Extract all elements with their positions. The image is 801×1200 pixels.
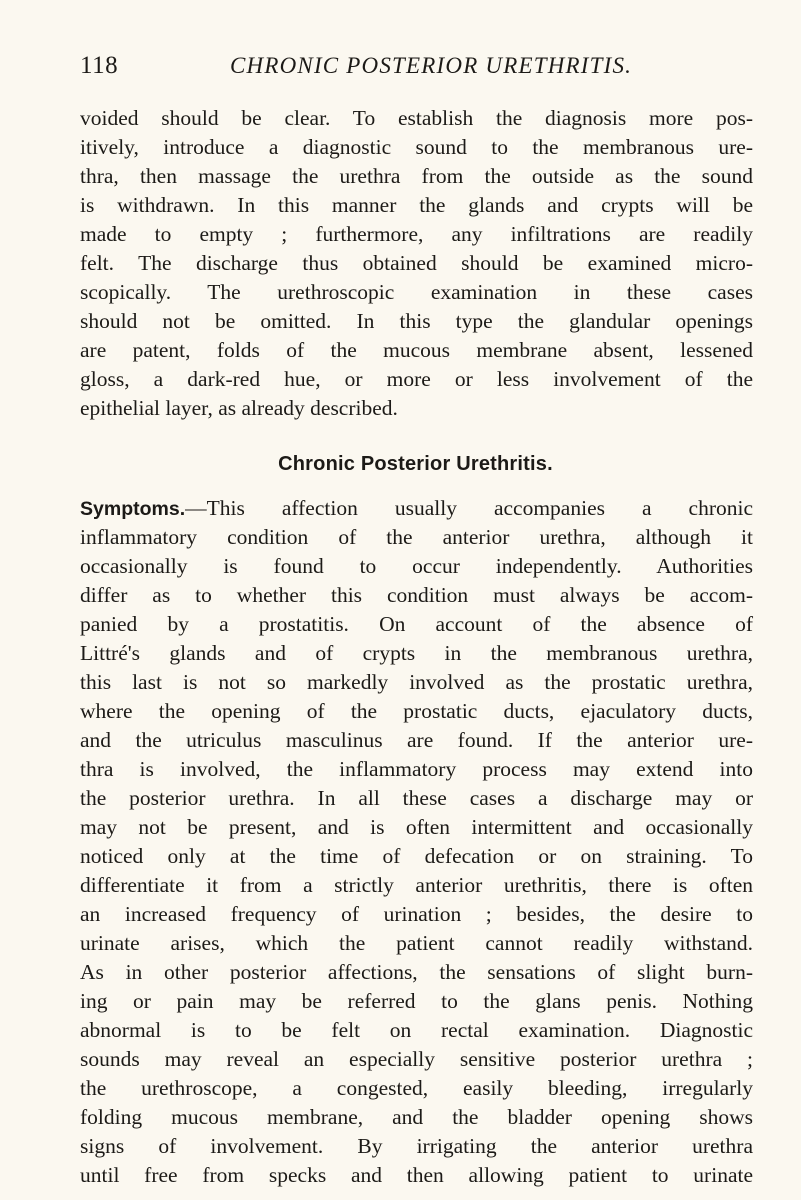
- text-line: is withdrawn. In this manner the glands and crypts will be: [80, 193, 753, 217]
- text-line: epithelial layer, as already described.: [80, 396, 398, 420]
- text-line: occasionally is found to occur independently. Authorities: [80, 554, 753, 578]
- text-line: this last is not so markedly involved as the prostatic urethra,: [80, 670, 753, 694]
- text-line: urinate arises, which the patient cannot readily withstand.: [80, 931, 753, 955]
- text-line: an increased frequency of urination ; besides, the desire to: [80, 902, 753, 926]
- text-line: until free from specks and then allowing patient to urinate: [80, 1163, 753, 1187]
- page-number: 118: [80, 52, 119, 79]
- section-heading: Chronic Posterior Urethritis.: [278, 453, 553, 475]
- running-title: CHRONIC POSTERIOR URETHRITIS.: [230, 53, 633, 78]
- text-line: where the opening of the prostatic ducts, ejaculatory ducts,: [80, 699, 753, 723]
- paragraph-diagnosis: [80, 104, 753, 423]
- text-line: voided should be clear. To establish the diagnosis more pos-: [80, 106, 753, 130]
- text-line: ing or pain may be referred to the glans penis. Nothing: [80, 989, 753, 1013]
- text-line: the posterior urethra. In all these cases a discharge may or: [80, 786, 753, 810]
- text-line: felt. The discharge thus obtained should be examined micro-: [80, 251, 753, 275]
- text-line: abnormal is to be felt on rectal examination. Diagnostic: [80, 1018, 753, 1042]
- text-line: may not be present, and is often intermittent and occasionally: [80, 815, 753, 839]
- running-head: [80, 52, 751, 82]
- text-line: thra is involved, the inflammatory process may extend into: [80, 757, 753, 781]
- text-line: sounds may reveal an especially sensitive posterior urethra ;: [80, 1047, 753, 1071]
- text-line: should not be omitted. In this type the glandular openings: [80, 309, 753, 333]
- text-line: inflammatory condition of the anterior urethra, although it: [80, 525, 753, 549]
- run-in-heading: Symptoms.: [80, 498, 186, 520]
- text-line: panied by a prostatitis. On account of the absence of: [80, 612, 753, 636]
- text-line: are patent, folds of the mucous membrane absent, lessened: [80, 338, 753, 362]
- text-line: noticed only at the time of defecation or on straining. To: [80, 844, 753, 868]
- text-line: thra, then massage the urethra from the outside as the sound: [80, 164, 753, 188]
- text-line: folding mucous membrane, and the bladder opening shows: [80, 1105, 753, 1129]
- text-line: gloss, a dark-red hue, or more or less involvement of the: [80, 367, 753, 391]
- text-line: and the utriculus masculinus are found. If the anterior ure-: [80, 728, 753, 752]
- text-line: signs of involvement. By irrigating the anterior urethra: [80, 1134, 753, 1158]
- text-line: differentiate it from a strictly anterior urethritis, there is often: [80, 873, 753, 897]
- text-line: Littré's glands and of crypts in the membranous urethra,: [80, 641, 753, 665]
- text-line: made to empty ; furthermore, any infiltrations are readily: [80, 222, 753, 246]
- text-line: As in other posterior affections, the sensations of slight burn-: [80, 960, 753, 984]
- first-line-text: —This affection usually accompanies a chronic: [185, 496, 753, 520]
- text-line: itively, introduce a diagnostic sound to the membranous ure-: [80, 135, 753, 159]
- text-line: the urethroscope, a congested, easily bleeding, irregularly: [80, 1076, 753, 1100]
- text-line: [80, 494, 753, 523]
- text-line: scopically. The urethroscopic examination in these cases: [80, 280, 753, 304]
- paragraph-symptoms: [80, 494, 753, 1190]
- text-line: differ as to whether this condition must always be accom-: [80, 583, 753, 607]
